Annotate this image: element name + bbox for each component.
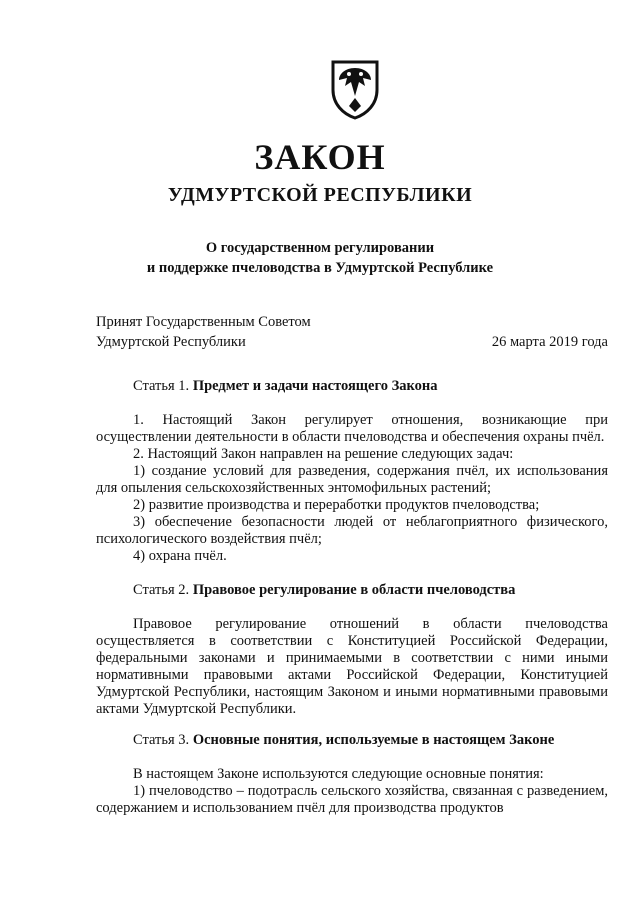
- adoption-line: Принят Государственным Советом: [96, 314, 311, 330]
- article-number: Статья 2.: [133, 582, 190, 598]
- law-topic: [0, 238, 640, 278]
- paragraph: 2. Настоящий Закон направлен на решение следующих задач:: [133, 446, 514, 462]
- adoption-statement: [96, 312, 311, 352]
- paragraph: 4) охрана пчёл.: [133, 548, 227, 564]
- paragraph: 3) обеспечение безопасности людей от неблагоприятного физического, психологического воздействия пчёл;: [96, 514, 608, 547]
- article-number: Статья 3.: [133, 732, 190, 748]
- paragraph: Правовое регулирование отношений в области пчеловодства осуществляется в соответствии с Конституцией Российской Федерации, федеральными законами и принимаемыми в соответствии с ними иными нормативными правовыми актами Российской Федерации, Конституцией Удмуртской Республики, настоящим Законом и иными нормативными правовыми актами Удмуртской Республики.: [96, 616, 608, 717]
- paragraph: 1) создание условий для разведения, содержания пчёл, их использования для опыления сельскохозяйственных энтомофильных растений;: [96, 463, 608, 496]
- law-topic-line: О государственном регулировании: [205, 240, 435, 256]
- article-heading: [96, 378, 608, 395]
- adoption-date: 26 марта 2019 года: [491, 334, 608, 350]
- law-topic-line: и поддержке пчеловодства в Удмуртской Республике: [146, 260, 494, 276]
- law-title: ЗАКОН: [254, 137, 386, 177]
- paragraph: 1. Настоящий Закон регулирует отношения, возникающие при осуществлении деятельности в области пчеловодства и обеспечения охраны пчёл.: [96, 412, 608, 445]
- article-title: Правовое регулирование в области пчеловодства: [192, 582, 516, 598]
- article-heading: [96, 732, 608, 749]
- paragraph: 1) пчеловодство – подотрасль сельского хозяйства, связанная с разведением, содержанием и использованием пчёл для производства продуктов: [96, 783, 608, 816]
- article-heading: [96, 582, 608, 599]
- article-title: Основные понятия, используемые в настоящем Законе: [192, 732, 555, 748]
- paragraph: В настоящем Законе используются следующие основные понятия:: [133, 766, 544, 782]
- law-body: [96, 378, 608, 817]
- paragraph: 2) развитие производства и переработки продуктов пчеловодства;: [133, 497, 540, 513]
- law-subtitle: УДМУРТСКОЙ РЕСПУБЛИКИ: [167, 184, 473, 206]
- adoption-line: Удмуртской Республики: [96, 334, 246, 350]
- article-title: Предмет и задачи настоящего Закона: [192, 378, 438, 394]
- udmurtia-coat-of-arms-icon: [327, 56, 383, 120]
- article-number: Статья 1.: [133, 378, 190, 394]
